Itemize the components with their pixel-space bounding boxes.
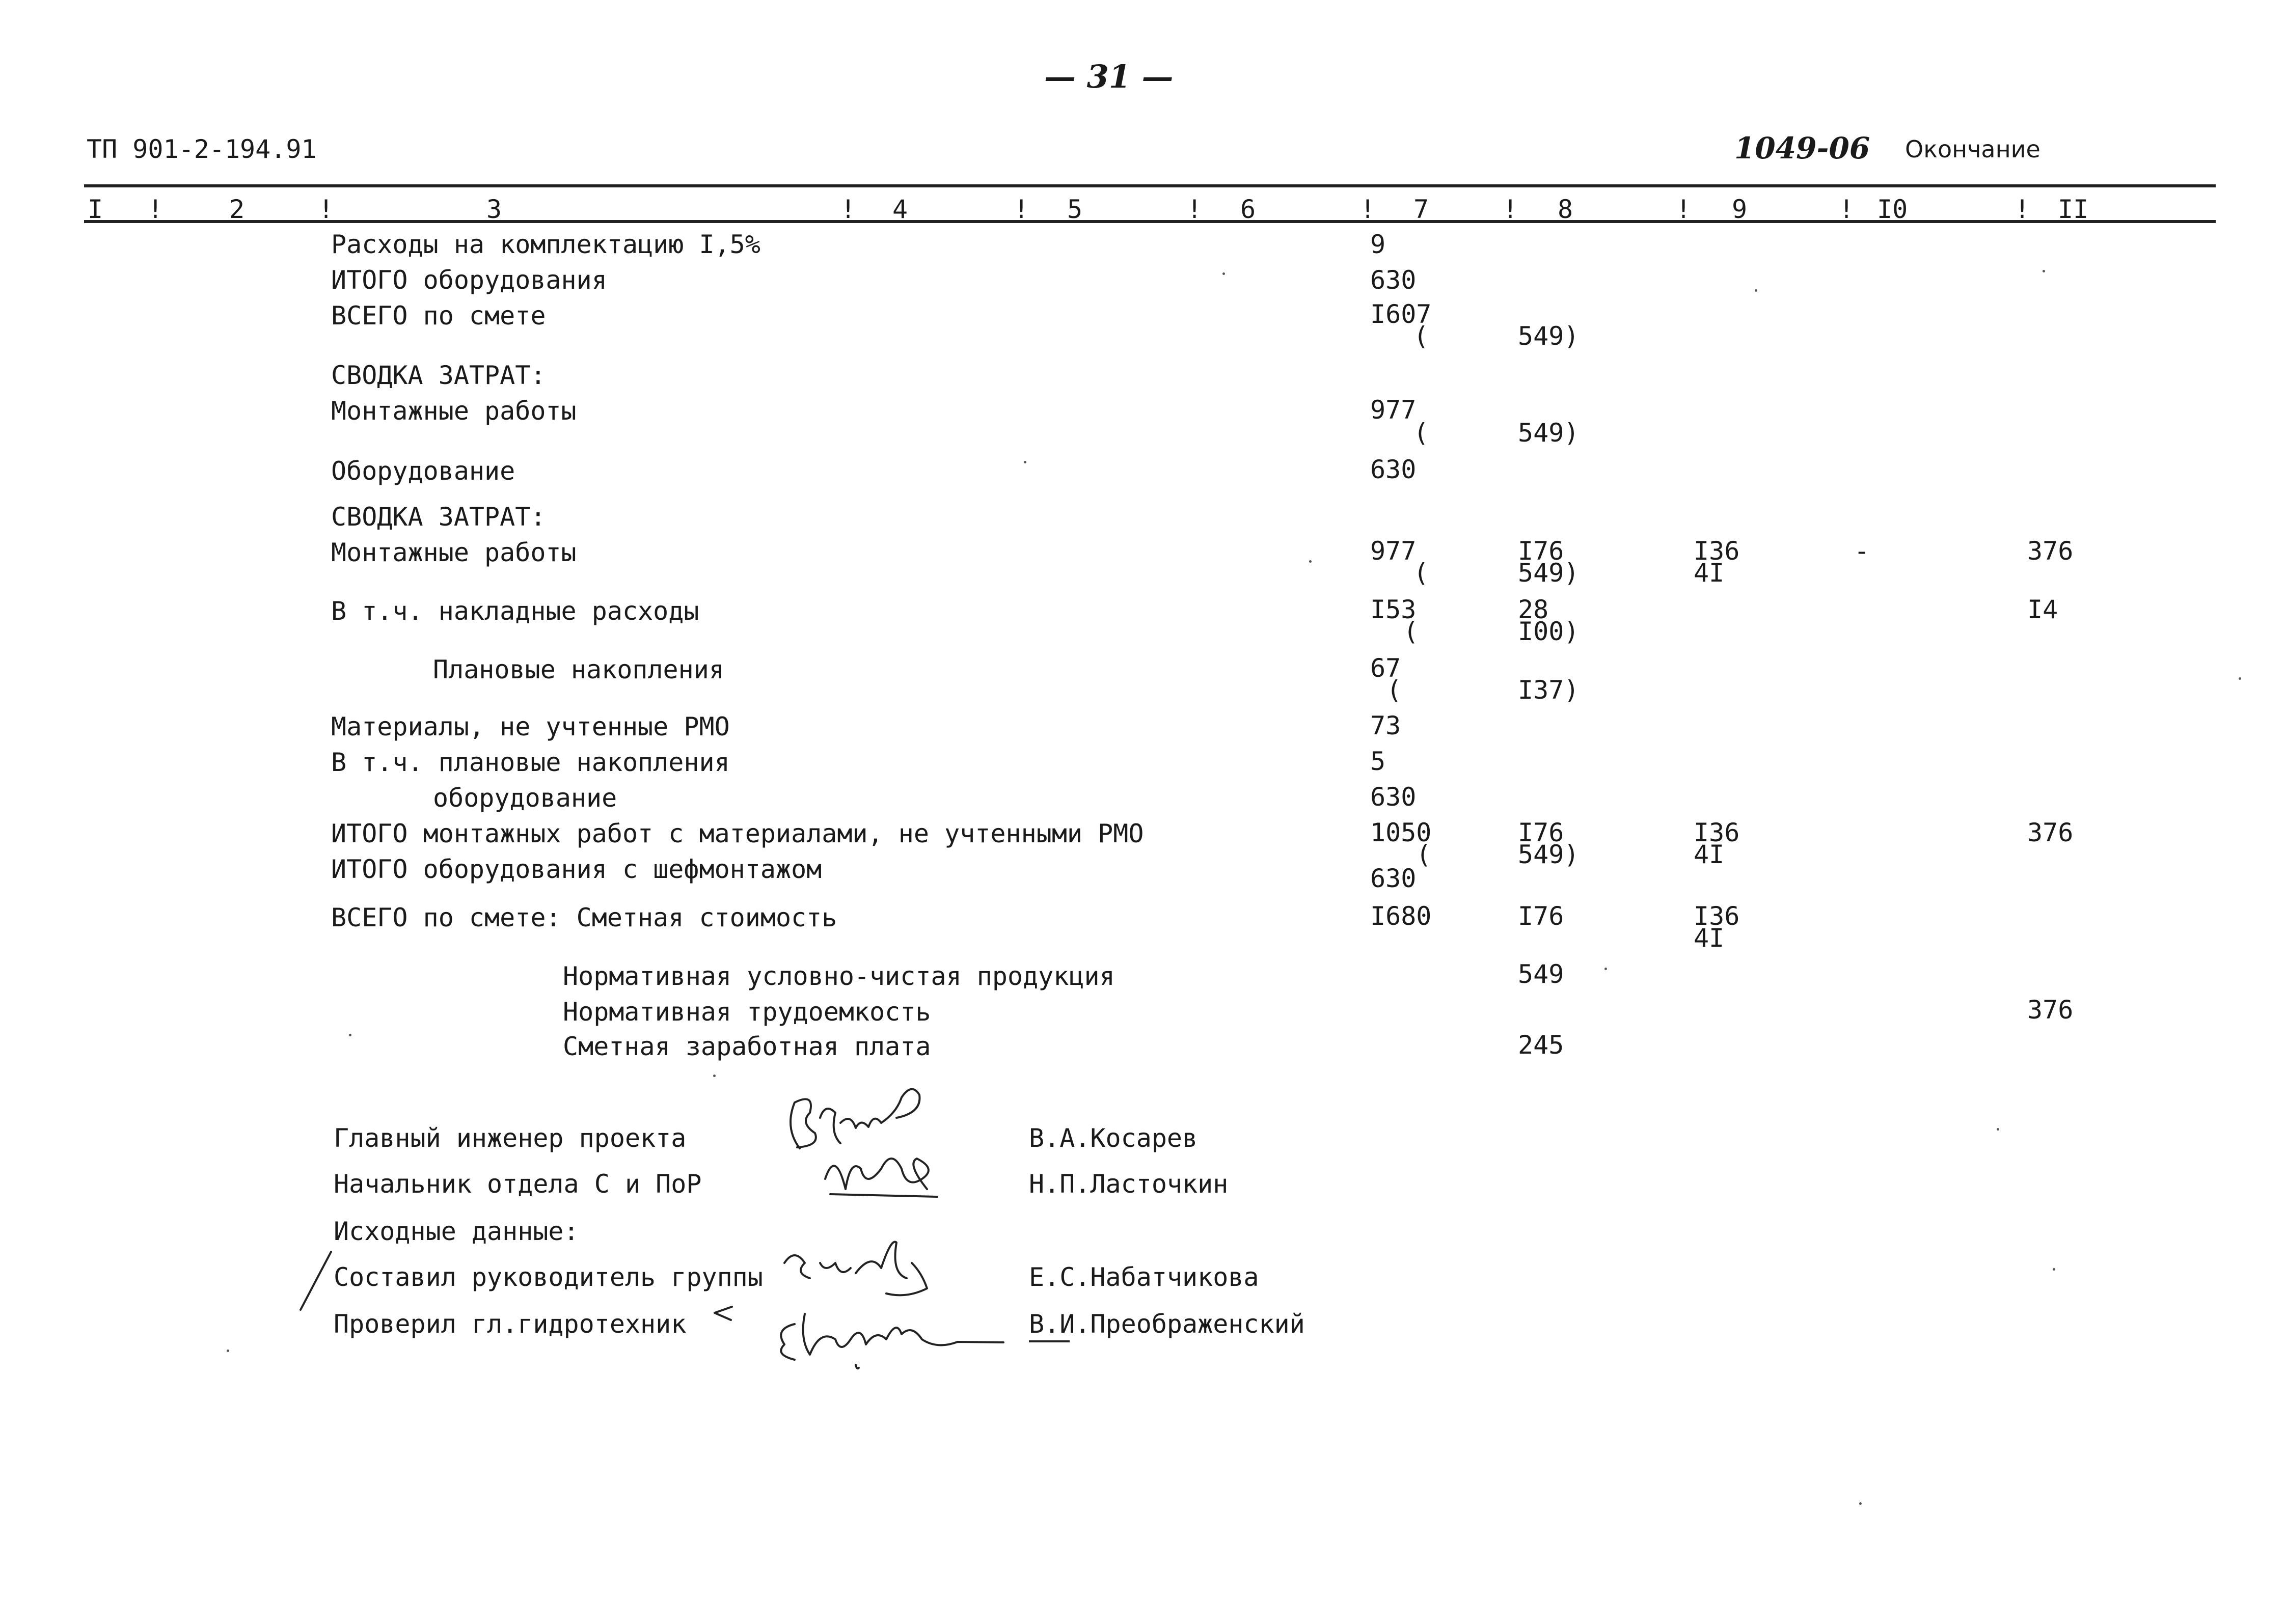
name-underline [1029,1340,1070,1342]
signature-role: Составил руководитель группы [334,1262,763,1292]
row-label: ИТОГО монтажных работ с материалами, не учтенными РМО [331,819,1144,848]
cell-col7: I607 [1370,299,1432,329]
row-label: СВОДКА ЗАТРАТ: [331,361,546,390]
cell-col11: I4 [2027,595,2058,624]
speck [2053,1268,2055,1271]
cell-col9-sub: 4I [1694,840,1725,869]
document-code: ТП 901-2-194.91 [87,134,317,164]
col-header-2: 2 [229,195,245,224]
cell-col9-sub: 4I [1694,558,1725,588]
cell-col7-paren: ( [1413,418,1429,448]
speck [1604,968,1607,970]
signature-name: В.А.Косарев [1029,1123,1198,1153]
signature-name: Н.П.Ласточкин [1029,1169,1229,1199]
cell-col11: 376 [2027,536,2074,566]
speck [349,1034,351,1036]
col-header-3: 3 [486,195,502,224]
col-header-10: I0 [1877,195,1908,224]
speck [2239,677,2241,680]
cell-col8-sub: 549) [1518,840,1580,869]
cell-col7: 630 [1370,265,1417,295]
cell-col8: I76 [1518,818,1564,847]
cell-col10: - [1854,536,1870,566]
cell-col7: 9 [1370,230,1386,259]
cell-col7: 977 [1370,536,1417,566]
speck [1755,289,1757,292]
cell-col8: I76 [1518,901,1564,931]
page-number: — 31 — [1044,58,1174,95]
cell-col7: 630 [1370,455,1417,484]
row-label: Сметная заработная плата [563,1032,931,1061]
col-sep: ! [1187,195,1203,224]
cell-col8-sub: I00) [1518,617,1580,646]
col-sep: ! [318,195,334,224]
row-label: Монтажные работы [331,396,577,426]
speck [1222,272,1225,275]
row-label: В т.ч. плановые накопления [331,748,730,777]
col-sep: ! [1503,195,1518,224]
row-label: В т.ч. накладные расходы [331,596,699,626]
col-header-9: 9 [1732,195,1748,224]
speck [1309,560,1312,563]
cell-col9-sub: 4I [1694,923,1725,953]
cell-col11: 376 [2027,818,2074,847]
cell-col9: I36 [1694,901,1740,931]
col-sep: ! [148,195,164,224]
row-label: Нормативная условно-чистая продукция [563,961,1115,991]
cell-col7: 67 [1370,653,1401,683]
cell-col7: I680 [1370,901,1432,931]
col-header-6: 6 [1240,195,1256,224]
row-label: Расходы на комплектацию I,5% [331,230,760,259]
cell-col7: 73 [1370,711,1401,740]
cell-col11: 376 [2027,995,2074,1025]
slash-mark [295,1248,336,1314]
row-label: Плановые накопления [433,655,724,684]
cell-col8-sub: I37) [1518,675,1580,705]
cell-col8-sub: 549) [1518,418,1580,448]
col-header-11: II [2058,195,2089,224]
cell-col9: I36 [1694,536,1740,566]
row-label: Материалы, не учтенные РМО [331,712,730,741]
row-label: ВСЕГО по смете: Сметная стоимость [331,903,837,932]
cell-col7-paren: ( [1403,617,1419,646]
signature-name: Е.С.Набатчикова [1029,1262,1259,1292]
row-label: Оборудование [331,456,515,486]
cell-col8: 28 [1518,595,1549,624]
speck [2043,270,2045,272]
continuation-label: Окончание [1905,135,2040,163]
cell-col8: I76 [1518,536,1564,566]
signature-role: Начальник отдела С и ПоР [334,1169,702,1199]
signature-checker [764,1293,1009,1375]
speck [713,1075,716,1077]
col-header-4: 4 [892,195,908,224]
row-label: ВСЕГО по смете [331,301,546,331]
col-header-7: 7 [1413,195,1429,224]
signature-role: Главный инженер проекта [334,1123,687,1153]
cell-col8: 245 [1518,1030,1564,1060]
col-sep: ! [2015,195,2030,224]
handwritten-reference: 1049-06 [1734,131,1870,166]
col-sep: ! [1360,195,1376,224]
signature-role: Исходные данные: [334,1217,579,1246]
col-header-1: I [88,195,103,224]
row-label: Нормативная трудоемкость [563,997,931,1027]
cell-col7: 977 [1370,395,1417,425]
row-label: СВОДКА ЗАТРАТ: [331,502,546,532]
signature-name: В.И.Преображенский [1029,1309,1305,1339]
cell-col7: 1050 [1370,818,1432,847]
cell-col9: I36 [1694,818,1740,847]
cell-col7: 630 [1370,782,1417,812]
cell-col7: 630 [1370,864,1417,893]
row-label: ИТОГО оборудования с шефмонтажом [331,855,822,884]
col-header-8: 8 [1558,195,1573,224]
cell-col7-paren: ( [1413,321,1429,351]
cell-col8-sub: 549) [1518,558,1580,588]
signature-department-head [815,1138,947,1204]
speck [1997,1128,1999,1131]
arrow-mark [711,1304,736,1324]
speck [1859,1502,1862,1505]
cell-col8-sub: 549) [1518,321,1580,351]
cell-col7: 5 [1370,747,1386,776]
row-label: оборудование [433,783,617,813]
col-sep: ! [1014,195,1029,224]
speck [227,1350,229,1352]
cell-col7-paren: ( [1413,558,1429,588]
header-top-rule [84,184,2216,187]
col-sep: ! [1676,195,1692,224]
cell-col7: I53 [1370,595,1417,624]
cell-col7-paren: ( [1386,675,1402,705]
cell-col7-paren: ( [1416,840,1432,869]
row-label: Монтажные работы [331,538,577,567]
col-header-5: 5 [1067,195,1083,224]
col-sep: ! [840,195,856,224]
col-sep: ! [1839,195,1855,224]
row-label: ИТОГО оборудования [331,265,607,295]
cell-col8: 549 [1518,959,1564,989]
speck [1024,461,1026,463]
signature-role: Проверил гл.гидротехник [334,1309,687,1339]
